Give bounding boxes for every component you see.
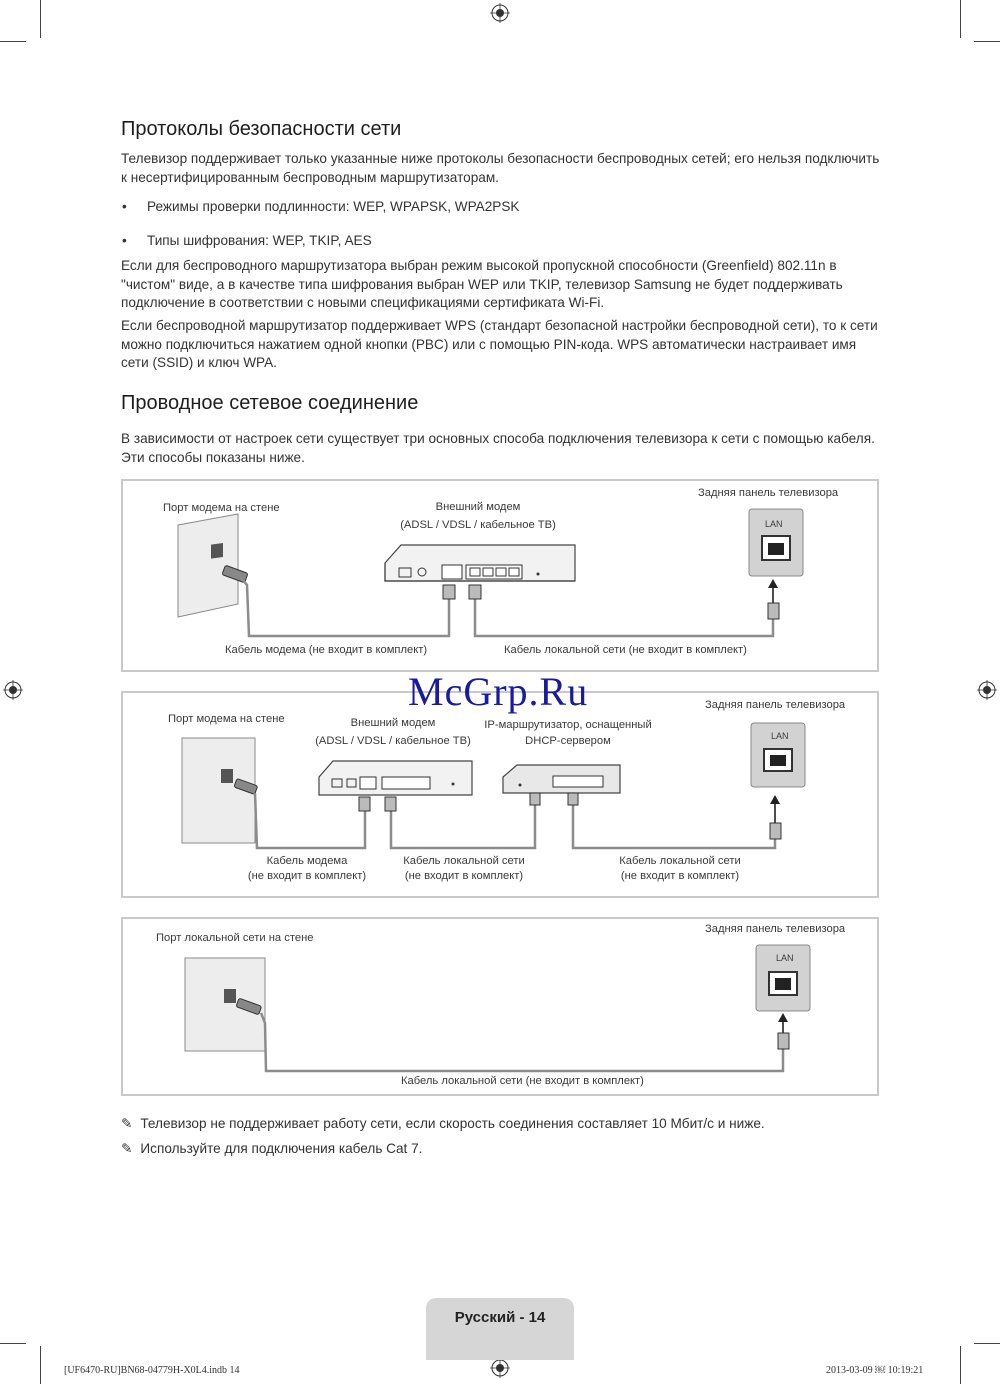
- crop-mark: [40, 1346, 41, 1384]
- modem-cable: [255, 793, 365, 848]
- registration-mark-icon: [977, 680, 997, 700]
- router-label-1: IP-маршрутизатор, оснащенный: [484, 719, 652, 731]
- crop-mark: [960, 0, 961, 38]
- wired-intro: В зависимости от настроек сети существует три основных способа подключения телевизора к сети с помощью кабеля. Эти способы показаны ниже.: [121, 431, 875, 465]
- note-icon: ✎: [121, 1141, 133, 1156]
- diagram-modem-direct: [121, 479, 879, 672]
- bullet-item: • Режимы проверки подлинности: WEP, WPAPSK, WPA2PSK: [122, 199, 520, 214]
- lan-label: LAN: [765, 519, 783, 529]
- lan-label: LAN: [776, 953, 794, 963]
- note-cable: ✎ Используйте для подключения кабель Cat 7.: [121, 1141, 423, 1156]
- modem-label-2: (ADSL / VDSL / кабельное ТВ): [400, 519, 556, 531]
- registration-mark-icon: [490, 1358, 510, 1378]
- registration-mark-icon: [3, 680, 23, 700]
- diagram-lan-wall: [121, 917, 879, 1096]
- wall-port-label: Порт модема на стене: [163, 502, 280, 514]
- modem-label-1: Внешний модем: [435, 501, 521, 513]
- modem-cable-label: Кабель модема (не входит в комплект): [225, 644, 428, 656]
- crop-mark: [0, 1343, 26, 1344]
- crop-mark: [0, 41, 26, 42]
- modem-cable: [241, 578, 449, 636]
- wps-paragraph: Если беспроводной маршрутизатор поддерживает WPS (стандарт безопасной настройки беспроводной сети), то к сети можно подключиться нажатием одной кнопки (PBC) или с помощью PIN-кода. WPS автоматически настраивает имя сети (SSID) и ключ WPA.: [121, 318, 878, 370]
- tv-panel-label: Задняя панель телевизора: [698, 487, 839, 499]
- section-title-security: Протоколы безопасности сети: [121, 118, 402, 140]
- footer-date-info: 2013-03-09 ￼ 10:19:21: [826, 1365, 924, 1376]
- page-number-tab: [426, 1298, 574, 1360]
- tv-panel-label: Задняя панель телевизора: [705, 699, 846, 711]
- lan-cable: [475, 599, 773, 636]
- lan-cable-label-2: (не входит в комплект): [404, 870, 524, 882]
- crop-mark: [974, 41, 1000, 42]
- modem-cable-label-1: Кабель модема: [266, 855, 348, 867]
- crop-mark: [974, 1343, 1000, 1344]
- security-intro: Телевизор поддерживает только указанные ниже протоколы безопасности беспроводных сетей; его нельзя подключить к несертифицированным беспроводным маршрутизаторам.: [121, 151, 880, 185]
- greenfield-paragraph: Если для беспроводного маршрутизатора выбран режим высокой пропускной способности (Greenfield) 802.11n в "чистом" виде, а в качестве типа шифрования выбран WEP или TKIP, телевизор Samsung не будет поддерживать подключение в соответствии с новыми спецификациями сертификата Wi-Fi.: [121, 258, 843, 310]
- footer-file-info: [UF6470-RU]BN68-04779H-X0L4.indb 14: [64, 1365, 240, 1376]
- router-label-2: DHCP-сервером: [525, 735, 611, 747]
- crop-mark: [40, 0, 41, 38]
- modem-label-1: Внешний модем: [350, 717, 436, 729]
- diagram-modem-router: [121, 691, 879, 898]
- crop-mark: [960, 1346, 961, 1384]
- registration-mark-icon: [490, 3, 510, 23]
- lan-cable-label: Кабель локальной сети (не входит в комплект): [401, 1075, 644, 1087]
- wall-port-label: Порт локальной сети на стене: [156, 932, 314, 944]
- page-label: Русский - 14: [454, 1309, 546, 1326]
- note-icon: ✎: [121, 1116, 133, 1131]
- wall-port-label: Порт модема на стене: [168, 713, 285, 725]
- note-speed: ✎ Телевизор не поддерживает работу сети, если скорость соединения составляет 10 Мбит/с и ниже.: [121, 1116, 765, 1131]
- bullet-item: • Типы шифрования: WEP, TKIP, AES: [122, 233, 372, 248]
- wall-socket-icon: [211, 543, 223, 559]
- wall-icon: [178, 514, 238, 617]
- modem-cable-label-2: (не входит в комплект): [247, 870, 367, 882]
- diagram3-graphics: [123, 919, 881, 1098]
- tv-panel-label: Задняя панель телевизора: [705, 923, 846, 935]
- lan-cable: [391, 805, 535, 848]
- section-title-wired: Проводное сетевое соединение: [121, 392, 419, 414]
- lan-label: LAN: [771, 731, 789, 741]
- wall-socket-icon: [221, 769, 233, 783]
- lan-cable-label: Кабель локальной сети (не входит в комплект): [504, 644, 747, 656]
- lan-cable: [261, 1013, 783, 1071]
- lan-cable-label-3: Кабель локальной сети: [619, 855, 741, 867]
- lan-cable-label-4: (не входит в комплект): [620, 870, 740, 882]
- modem-label-2: (ADSL / VDSL / кабельное ТВ): [315, 735, 471, 747]
- lan-cable: [573, 805, 775, 848]
- wall-socket-icon: [224, 989, 236, 1003]
- watermark: McGrp.Ru: [408, 669, 589, 714]
- lan-cable-label-1: Кабель локальной сети: [403, 855, 525, 867]
